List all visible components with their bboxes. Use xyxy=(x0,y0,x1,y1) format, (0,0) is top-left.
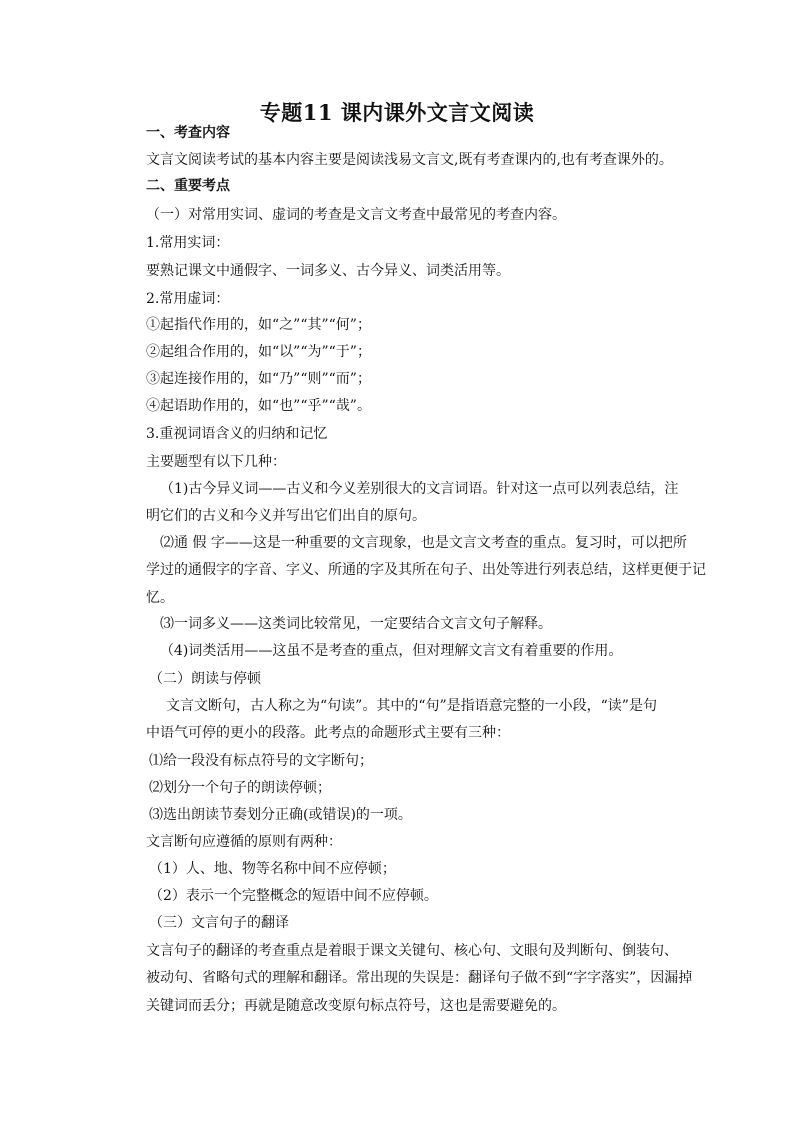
paragraph-line: 主要题型有以下几种： xyxy=(146,454,286,470)
paragraph-line: 中语气可停的更小的段落。此考点的命题形式主要有三种： xyxy=(146,725,510,741)
section-heading-content: 一、考查内容 xyxy=(146,125,230,141)
list-item: ⑴给一段没有标点符号的文字断句； xyxy=(149,753,373,769)
paragraph-line: 忆。 xyxy=(146,590,174,606)
paragraph-line: （1)古今异义词——古义和今义差别很大的文言词语。针对这一点可以列表总结，注 xyxy=(160,481,679,497)
paragraph-line: ⑵通 假 字——这是一种重要的文言现象，也是文言文考查的重点。复习时，可以把所 xyxy=(160,535,687,551)
paragraph-line: 要熟记课文中通假字、一词多义、古今异义、词类活用等。 xyxy=(146,263,510,279)
list-heading: 3.重视词语含义的归纳和记忆 xyxy=(146,426,328,442)
list-item: ①起指代作用的，如“之”“其”“何”； xyxy=(146,317,371,333)
subsection-heading: （二）朗读与停顿 xyxy=(149,671,261,687)
paragraph-line: 明它们的古义和今义并写出它们出自的原句。 xyxy=(146,508,426,524)
list-heading: 1.常用实词： xyxy=(146,235,230,251)
list-item: ⑵划分一个句子的朗读停顿； xyxy=(149,780,331,796)
page-title: 专题11 课内课外文言文阅读 xyxy=(259,100,535,125)
list-item: ③起连接作用的，如“乃”“则”“而”； xyxy=(146,371,371,387)
section-heading-key-points: 二、重要考点 xyxy=(146,178,230,194)
subsection-heading: （三）文言句子的翻译 xyxy=(149,915,289,931)
subsection-heading: （一）对常用实词、虚词的考查是文言文考查中最常见的考查内容。 xyxy=(146,207,566,223)
paragraph-line: （4)词类活用——这虽不是考查的重点，但对理解文言文有着重要的作用。 xyxy=(160,643,623,659)
list-item: （2）表示一个完整概念的短语中间不应停顿。 xyxy=(149,888,438,904)
list-heading: 2.常用虚词： xyxy=(146,291,230,307)
paragraph-line: 文言句子的翻译的考查重点是着眼于课文关键句、核心句、文眼句及判断句、倒装句、 xyxy=(146,943,678,959)
paragraph-line: 关键词而丢分；再就是随意改变原句标点符号，这也是需要避免的。 xyxy=(146,998,566,1014)
paragraph-line: 学过的通假字的字音、字义、所通的字及其所在句子、出处等进行列表总结，这样更便于记 xyxy=(146,562,706,578)
paragraph-line: 文言文断句，古人称之为“句读”。其中的“句”是指语意完整的一小段，“读”是句 xyxy=(166,698,657,714)
paragraph-line: 文言断句应遵循的原则有两种： xyxy=(146,834,342,850)
list-item: ④起语助作用的，如“也”“乎”“哉”。 xyxy=(146,398,371,414)
paragraph-line: 被动句、省略句式的理解和翻译。常出现的失误是：翻译句子做不到“字字落实”，因漏掉 xyxy=(146,970,693,986)
list-item: ⑶选出朗读节奏划分正确(或错误)的一项。 xyxy=(149,807,412,823)
paragraph-line: 文言文阅读考试的基本内容主要是阅读浅易文言文,既有考查课内的,也有考查课外的。 xyxy=(146,152,673,168)
paragraph-line: ⑶一词多义——这类词比较常见，一定要结合文言文句子解释。 xyxy=(160,616,552,632)
list-item: ②起组合作用的，如“以”“为”“于”； xyxy=(146,344,371,360)
list-item: （1）人、地、物等名称中间不应停顿； xyxy=(149,861,396,877)
